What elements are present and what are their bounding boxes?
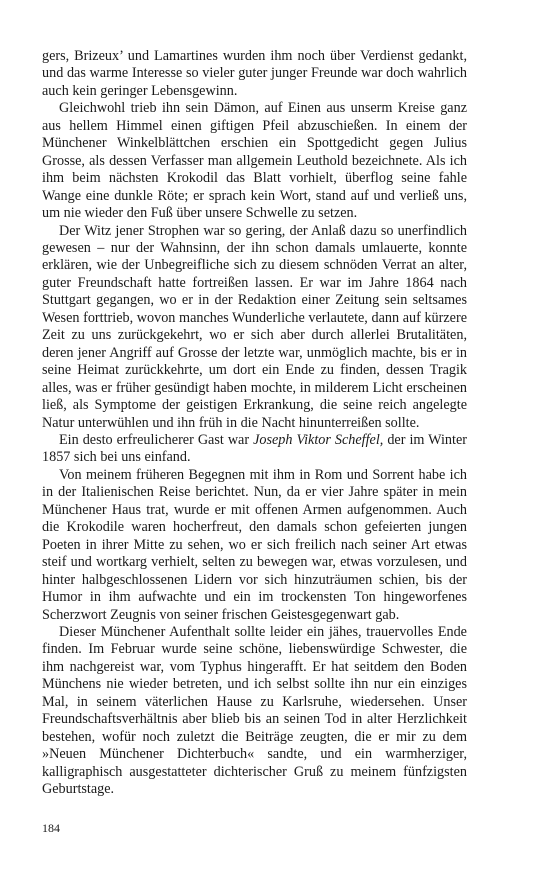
paragraph-3: Der Witz jener Strophen war so gering, der Anlaß dazu so unerfindlich gewesen – nur der Wahnsinn, der ihn schon damals umlauerte, konnte erklären, wie der Unbegreifliche sich zu diesem schnöden Verrat an alter, guter Freundschaft hatte fortreißen lassen. Er war im Jahre 1864 nach Stuttgart gegangen, wo er in der Redaktion einer Zeitung sein seltsames Wesen forttrieb, wovon manches Wunderliche verlautete, dann auf kürzere Zeit zu uns zurückgekehrt, wo er sich aber durch allerlei Brutalitäten, deren jener Angriff auf Grosse der letzte war, unmöglich machte, bis er in seine Heimat zurückkehrte, um dort ein Ende zu finden, dessen Tragik alles, was er früher gesündigt haben mochte, in milderem Licht erscheinen ließ, als Symptome der geistigen Erkrankung, die seine reich angelegte Natur unterwühlen und ihn früh in die Nacht hinunterreißen sollte. [42,222,467,431]
page-body [42,48,467,798]
paragraph-4 [42,432,467,467]
paragraph-2: Gleichwohl trieb ihn sein Dämon, auf Einen aus unserm Kreise ganz aus hellem Himmel einen giftigen Pfeil abzuschießen. In einem der Münchener Winkelblättchen erschien ein Spottgedicht gegen Julius Grosse, als dessen Verfasser man allgemein Leuthold bezeichnete. Als ich ihm beim nächsten Krokodil das Blatt vorhielt, überflog seine fahle Wange eine dunkle Röte; er sprach kein Wort, stand auf und verließ uns, um nie wieder den Fuß über unsere Schwelle zu setzen. [42,100,467,222]
paragraph-4-lead: Ein desto erfreulicherer Gast war [59,431,254,448]
paragraph-5: Von meinem früheren Begegnen mit ihm in Rom und Sorrent habe ich in der Italienischen Reise berichtet. Nun, da er vier Jahre später in mein Münchener Haus trat, wurde er mit offenen Armen aufgenommen. Auch die Krokodile waren hocherfreut, den damals schon gefeierten jungen Poeten in ihrer Mitte zu sehen, wo er sich freilich nach seiner Art etwas steif und wortkarg verhielt, selten zu bewegen war, etwas vorzulesen, und hinter halbgeschlossenen Lidern vor sich hinzuträumen schien, bis der Humor in ihm aufwachte und ein im trockensten Ton hingeworfenes Scherzwort Zeugnis von seiner frischen Geistesgegenwart gab. [42,466,467,623]
paragraph-1: gers, Brizeux’ und Lamartines wurden ihm noch über Verdienst gedankt, und das warme Interesse so vieler guter junger Freunde war doch wahrlich auch kein geringer Lebensgewinn. [42,48,467,99]
paragraph-4-tail: der im Winter 1857 sich bei uns einfand. [42,431,467,466]
paragraph-6: Dieser Münchener Aufenthalt sollte leider ein jähes, trauervolles Ende finden. Im Februar wurde seine schöne, liebenswürdige Schwester, die ihm nachgereist war, vom Typhus hingerafft. Er hat seitdem den Boden Münchens nie wieder betreten, und ich selbst sollte ihn nur ein einziges Mal, in seinem väterlichen Hause zu Karlsruhe, wiedersehen. Unser Freundschaftsverhältnis aber blieb bis an seinen Tod in alter Herzlichkeit bestehen, wofür noch zuletzt die Beiträge zeugten, die er mir zu dem »Neuen Münchener Dichterbuch« sandte, und ein warmherziger, kalligraphisch ausgestatteter dichterischer Gruß zu meinem fünfzigsten Geburtstage. [42,623,467,798]
page-number: 184 [42,821,60,835]
scheffel-name: Joseph Viktor Scheffel, [253,431,384,448]
